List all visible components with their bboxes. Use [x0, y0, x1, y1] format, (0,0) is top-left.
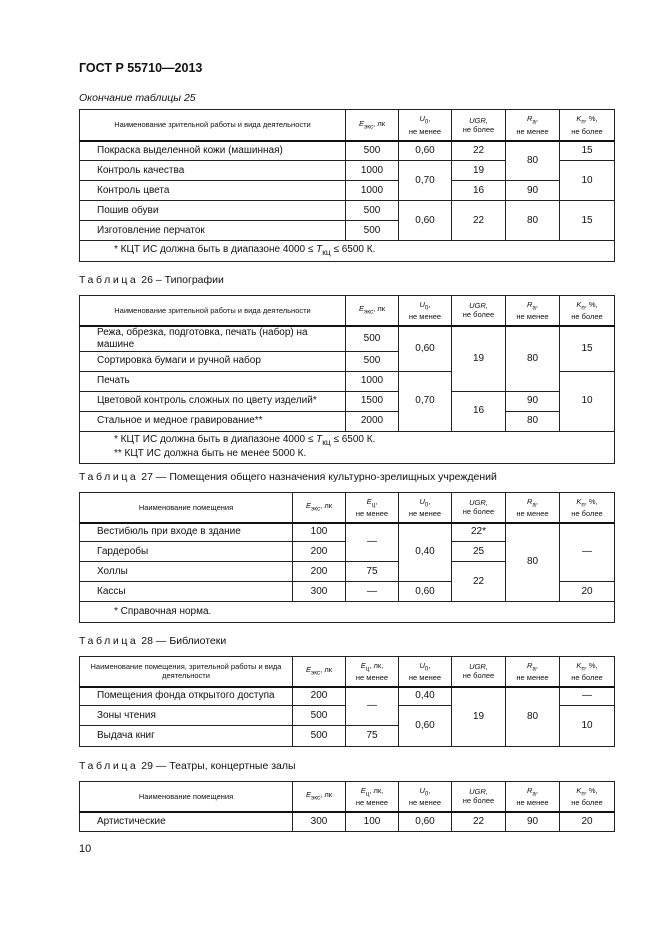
table-row: [80, 201, 615, 221]
table-cell: 1500: [346, 391, 399, 411]
table-cell: 20: [560, 812, 615, 832]
table-cell: * КЦТ ИС должна быть в диапазоне $4000 \le T_{кц} \le 6500$ К. ** КЦТ ИС должна быть не менее 5000 К.: [80, 431, 615, 463]
col-header-e: $E_{экс}$, лк: [293, 782, 346, 812]
table-row: [80, 391, 615, 411]
table-row: [80, 141, 615, 161]
table-cell: 16: [452, 181, 506, 201]
table-cell: 0,40: [399, 523, 452, 582]
table-29-caption: Таблица 29 — Театры, концертные залы: [79, 760, 296, 772]
col-header-kp: $K_п$, %, не более: [560, 110, 615, 141]
col-header-ra: $R_a$, не менее: [506, 657, 560, 687]
table-cell: 300: [293, 812, 346, 832]
table-cell: 0,60: [399, 812, 452, 832]
table-cell: Помещения фонда открытого доступа: [80, 687, 293, 706]
col-header-kp: $K_п$, %, не более: [560, 782, 615, 812]
table-cell: Выдача книг: [80, 726, 293, 747]
table-27: [79, 492, 615, 623]
table-cell: 0,70: [399, 371, 452, 431]
table-cell: Артистические: [80, 812, 293, 832]
table-cell: 19: [452, 687, 506, 747]
table-row: [80, 687, 615, 706]
table-row: [80, 326, 615, 352]
table-cell: Контроль цвета: [80, 181, 346, 201]
col-header-kp: $K_п$, %, не более: [560, 657, 615, 687]
table-row: [80, 523, 615, 542]
table-26-caption: Таблица 26 – Типографии: [79, 274, 224, 286]
table-cell: 75: [346, 726, 399, 747]
table-cell: —: [560, 687, 615, 706]
table-cell: Контроль качества: [80, 161, 346, 181]
table-cell: 80: [506, 687, 560, 747]
table-cell: 80: [506, 141, 560, 181]
table-cell: 15: [560, 201, 615, 241]
table-cell: Вестибюль при входе в здание: [80, 523, 293, 542]
col-header-u: $U_0$, не менее: [399, 296, 452, 326]
table-cell: 2000: [346, 411, 399, 431]
col-header-ec: $E_ц$, лк, не менее: [346, 657, 399, 687]
table-26: [79, 295, 615, 464]
table-cell: 15: [560, 141, 615, 161]
page-number: 10: [79, 843, 92, 855]
table-cell: 0,40: [399, 687, 452, 706]
col-header-e: $E_{экс}$, лк: [346, 110, 399, 141]
table-cell: 22: [452, 562, 506, 602]
table-row: [80, 411, 615, 431]
col-header-name: Наименование помещения, зрительной работы и вида деятельности: [80, 657, 293, 687]
col-header-kp: $K_п$, %, не более: [560, 296, 615, 326]
table-cell: 10: [560, 706, 615, 747]
table-cell: Сортировка бумаги и ручной набор: [80, 351, 346, 371]
table-cell: 15: [560, 326, 615, 372]
table-note: [80, 241, 615, 262]
table-cell: 19: [452, 326, 506, 392]
col-header-u: $U_0$, не менее: [399, 110, 452, 141]
col-header-e: $E_{экс}$, лк: [293, 493, 346, 523]
col-header-ugr: UGR, не более: [452, 493, 506, 523]
table-cell: 22: [452, 141, 506, 161]
table-cell: Стальное и медное гравирование**: [80, 411, 346, 431]
table-cell: 90: [506, 391, 560, 411]
table-row: [80, 181, 615, 201]
table-cell: 0,60: [399, 706, 452, 747]
table-cell: 10: [560, 161, 615, 201]
col-header-name: Наименование зрительной работы и вида деятельности: [80, 296, 346, 326]
table-cell: 80: [506, 411, 560, 431]
table-cell: Холлы: [80, 562, 293, 582]
table-25: [79, 109, 615, 262]
table-cell: 200: [293, 542, 346, 562]
table-29: [79, 781, 615, 832]
col-header-name: Наименование помещения: [80, 493, 293, 523]
table-cell: 1000: [346, 181, 399, 201]
table-row: [80, 812, 615, 832]
col-header-ugr: UGR, не более: [452, 782, 506, 812]
table-cell: 90: [506, 181, 560, 201]
table-cell: 22: [452, 201, 506, 241]
table-cell: 0,60: [399, 201, 452, 241]
col-header-u: $U_0$, не менее: [399, 782, 452, 812]
col-header-ec: $E_ц$, не менее: [346, 493, 399, 523]
table-cell: —: [346, 687, 399, 726]
table-cell: 100: [346, 812, 399, 832]
table-note: [80, 602, 615, 623]
table-25-caption: Окончание таблицы 25: [79, 92, 196, 104]
table-cell: 19: [452, 161, 506, 181]
table-cell: 500: [346, 326, 399, 352]
table-cell: 1000: [346, 371, 399, 391]
col-header-name: Наименование зрительной работы и вида деятельности: [80, 110, 346, 141]
table-cell: 300: [293, 582, 346, 602]
col-header-u: $U_0$, не менее: [399, 493, 452, 523]
table-cell: Покраска выделенной кожи (машинная): [80, 141, 346, 161]
table-cell: 80: [506, 326, 560, 392]
table-cell: 500: [346, 201, 399, 221]
col-header-name: Наименование помещения: [80, 782, 293, 812]
table-cell: 0,60: [399, 326, 452, 372]
table-cell: 22*: [452, 523, 506, 542]
table-cell: 200: [293, 687, 346, 706]
table-cell: Зоны чтения: [80, 706, 293, 726]
table-cell: 16: [452, 391, 506, 431]
col-header-ra: $R_a$, не менее: [506, 110, 560, 141]
table-cell: 1000: [346, 161, 399, 181]
table-note: [80, 431, 615, 463]
table-cell: Режа, обрезка, подготовка, печать (набор) на машине: [80, 326, 346, 352]
table-cell: 80: [506, 201, 560, 241]
table-cell: Пошив обуви: [80, 201, 346, 221]
col-header-ugr: UGR, не более: [452, 657, 506, 687]
table-cell: 500: [346, 221, 399, 241]
table-27-caption: Таблица 27 — Помещения общего назначения культурно-зрелищных учреждений: [79, 471, 497, 483]
table-cell: Печать: [80, 371, 346, 391]
table-cell: Цветовой контроль сложных по цвету изделий*: [80, 391, 346, 411]
col-header-u: $U_0$, не менее: [399, 657, 452, 687]
table-cell: 75: [346, 562, 399, 582]
col-header-e: $E_{экс}$, лк: [293, 657, 346, 687]
table-cell: 10: [560, 371, 615, 431]
table-cell: 500: [346, 351, 399, 371]
table-cell: Кассы: [80, 582, 293, 602]
col-header-ec: $E_ц$, лк, не менее: [346, 782, 399, 812]
table-cell: 22: [452, 812, 506, 832]
col-header-ra: $R_a$, не менее: [506, 296, 560, 326]
table-cell: 80: [506, 523, 560, 602]
table-cell: 20: [560, 582, 615, 602]
table-28-caption: Таблица 28 — Библиотеки: [79, 635, 227, 647]
table-cell: —: [560, 523, 615, 582]
col-header-kp: $K_п$, %, не более: [560, 493, 615, 523]
table-cell: * Справочная норма.: [80, 602, 615, 623]
col-header-ra: $R_a$, не менее: [506, 782, 560, 812]
col-header-ugr: UGR, не более: [452, 110, 506, 141]
document-header: ГОСТ Р 55710—2013: [79, 61, 203, 75]
table-cell: 500: [346, 141, 399, 161]
table-cell: 0,60: [399, 582, 452, 602]
table-cell: —: [346, 582, 399, 602]
table-cell: Гардеробы: [80, 542, 293, 562]
col-header-e: $E_{экс}$, лк: [346, 296, 399, 326]
table-cell: * КЦТ ИС должна быть в диапазоне $4000 \le T_{кц} \le 6500$ К.: [80, 241, 615, 262]
col-header-ugr: UGR, не более: [452, 296, 506, 326]
col-header-ra: $R_a$, не менее: [506, 493, 560, 523]
table-cell: 0,60: [399, 141, 452, 161]
table-28: [79, 656, 615, 747]
table-cell: 90: [506, 812, 560, 832]
table-cell: 0,70: [399, 161, 452, 201]
table-cell: Изготовление перчаток: [80, 221, 346, 241]
table-cell: 500: [293, 726, 346, 747]
table-cell: 25: [452, 542, 506, 562]
table-cell: 100: [293, 523, 346, 542]
table-cell: 500: [293, 706, 346, 726]
table-cell: —: [346, 523, 399, 562]
table-cell: 200: [293, 562, 346, 582]
